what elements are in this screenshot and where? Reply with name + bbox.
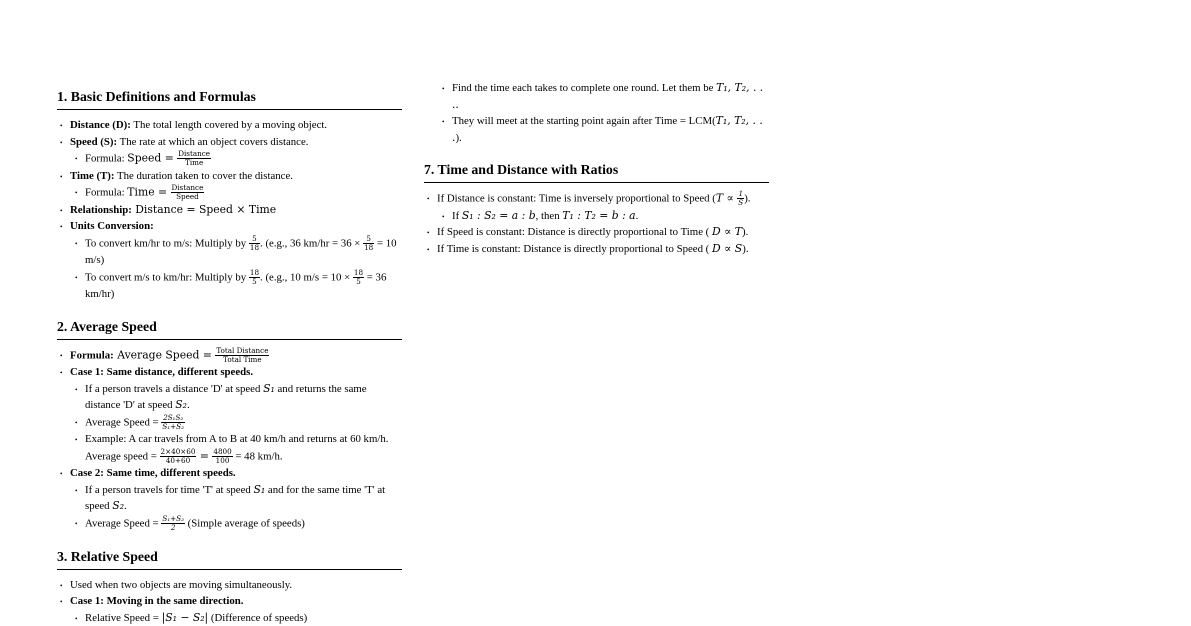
section-2-heading: 2. Average Speed xyxy=(57,318,402,340)
bullet-icon: • xyxy=(75,239,78,248)
item-text: ). xyxy=(742,242,749,255)
list-item xyxy=(72,414,402,432)
bullet-icon: • xyxy=(60,351,63,360)
bullet-icon: • xyxy=(75,273,78,282)
formula-text: Average Speed = xyxy=(85,416,162,429)
term-label: Formula: xyxy=(70,349,114,362)
fraction: $\frac{\text{Distance}}{\text{Speed}}$ xyxy=(171,183,204,202)
list-item xyxy=(72,515,402,533)
formula-lhs: Speed = xyxy=(127,151,178,165)
item-text: Used when two objects are moving simultaneously. xyxy=(70,578,293,591)
item-text: If Distance is constant: Time is inversely proportional to Speed ( xyxy=(437,192,716,205)
formula-label: Formula: xyxy=(85,186,128,199)
term-label: Relationship: xyxy=(70,203,132,216)
section-7-heading: 7. Time and Distance with Ratios xyxy=(424,161,769,183)
formula-text: Distance = Speed × Time xyxy=(131,202,277,216)
bullet-icon: • xyxy=(60,206,63,215)
item-text: . xyxy=(635,209,639,222)
list-item xyxy=(57,577,402,594)
list-item xyxy=(57,465,402,482)
conversion-text: = 36 km/hr) xyxy=(85,271,387,301)
fraction: $\frac{5}{18}$ xyxy=(364,233,374,252)
example-text: = xyxy=(196,449,213,463)
bullet-icon: • xyxy=(60,122,63,130)
case-text: . xyxy=(186,399,190,412)
list-item xyxy=(57,168,402,185)
right-column xyxy=(424,80,769,272)
math-var: S₁ xyxy=(253,482,266,496)
example-text: Example: A car travels from A to B at 40 km/h and returns at 60 km/h. Average speed = xyxy=(85,433,389,463)
math-var: S₂ xyxy=(175,398,187,412)
bullet-icon: • xyxy=(442,85,445,93)
case-label: Case 2: Same time, different speeds. xyxy=(70,467,236,480)
bullet-icon: • xyxy=(75,418,78,427)
term-label: Distance (D): xyxy=(70,119,131,131)
formula-text: (Difference of speeds) xyxy=(208,611,308,624)
list-item xyxy=(72,431,402,465)
bullet-icon: • xyxy=(75,614,78,623)
bullet-icon: • xyxy=(442,118,445,126)
list-item xyxy=(439,208,769,225)
list-item xyxy=(72,381,402,414)
section-basic-definitions xyxy=(57,88,402,303)
list-item xyxy=(57,202,402,219)
fraction: $\frac{2\times 40\times 60}{40+60}$ xyxy=(160,446,196,466)
conversion-text: To convert m/s to km/hr: Multiply by xyxy=(85,271,249,284)
list-item xyxy=(424,241,769,258)
list-item xyxy=(57,593,402,610)
left-column xyxy=(57,88,402,626)
list-item xyxy=(424,224,769,241)
section-6-continuation xyxy=(424,80,769,146)
bullet-icon: • xyxy=(60,581,63,590)
fraction: $\frac{4800}{100}$ xyxy=(213,446,232,466)
list-item xyxy=(72,482,402,515)
item-text: If Speed is constant: Distance is directly proportional to Time ( xyxy=(437,226,712,239)
bullet-icon: • xyxy=(427,229,430,238)
math-expression: T ∝ xyxy=(715,191,738,205)
list-item xyxy=(72,269,402,303)
item-text: They will meet at the starting point again after Time = LCM( xyxy=(452,115,716,127)
fraction: $\frac{5}{18}$ xyxy=(249,233,260,252)
term-label: Time (T): xyxy=(70,169,115,182)
bullet-icon: • xyxy=(442,212,445,221)
list-item xyxy=(57,218,402,235)
math-expression: T₁ : T₂ = b : a xyxy=(562,208,636,222)
bullet-icon: • xyxy=(75,189,78,198)
item-text: If xyxy=(452,209,462,222)
case-label: Case 1: Moving in the same direction. xyxy=(70,595,244,607)
case-label: Case 1: Same distance, different speeds. xyxy=(70,366,254,379)
fraction: $\frac{1}{S}$ xyxy=(738,189,744,208)
formula-lhs: Average Speed = xyxy=(113,348,216,362)
formula-text: Relative Speed = xyxy=(85,611,162,624)
term-label: Speed (S): xyxy=(70,135,118,148)
section-1-heading: 1. Basic Definitions and Formulas xyxy=(57,88,402,110)
list-item xyxy=(72,184,402,202)
math-expression: S₁ : S₂ = a : b xyxy=(461,208,536,222)
example-text: = 48 km/h. xyxy=(232,450,283,463)
bullet-icon: • xyxy=(75,436,78,445)
bullet-icon: • xyxy=(60,470,63,479)
fraction: $\frac{18}{5}$ xyxy=(353,267,364,286)
section-average-speed xyxy=(57,318,402,533)
conversion-text: . (e.g., 36 km/hr = 36 × xyxy=(260,236,364,249)
bullet-icon: • xyxy=(427,245,430,254)
item-text: Find the time each takes to complete one round. Let them be xyxy=(452,82,717,94)
bullet-icon: • xyxy=(75,385,78,394)
section-time-distance-ratios xyxy=(424,161,769,257)
formula-lhs: Time = xyxy=(127,185,171,199)
conversion-text: = 10 m/s) xyxy=(85,236,397,267)
formula-text: (Simple average of speeds) xyxy=(184,517,305,530)
list-item xyxy=(57,364,402,381)
list-item xyxy=(439,80,769,113)
item-text: ). xyxy=(455,131,462,144)
bullet-icon: • xyxy=(75,519,78,528)
conversion-text: . (e.g., 10 m/s = 10 × xyxy=(260,271,353,284)
term-text: The total length covered by a moving object. xyxy=(130,119,328,131)
section-relative-speed xyxy=(57,548,402,626)
formula-text: Average Speed = xyxy=(85,517,162,530)
bullet-icon: • xyxy=(60,223,63,232)
item-text: , then xyxy=(535,209,563,222)
section-3-heading: 3. Relative Speed xyxy=(57,548,402,570)
math-expression: T₁, T₂, . . . xyxy=(452,114,763,144)
fraction: $\frac{18}{5}$ xyxy=(249,267,260,286)
list-item xyxy=(72,610,402,626)
formula-label: Formula: xyxy=(85,152,128,165)
item-text: ). xyxy=(744,192,751,205)
term-text: The rate at which an object covers distance. xyxy=(117,135,309,148)
term-text: The duration taken to cover the distance. xyxy=(114,169,293,182)
math-expression: |S₁ − S₂| xyxy=(161,610,209,624)
bullet-icon: • xyxy=(75,155,78,163)
list-item xyxy=(72,235,402,269)
list-item xyxy=(439,113,769,146)
list-item xyxy=(57,347,402,365)
list-item xyxy=(72,150,402,168)
math-var: S₂ xyxy=(112,499,125,513)
bullet-icon: • xyxy=(60,138,63,147)
list-item xyxy=(57,117,402,134)
fraction: $\frac{\text{Total Distance}}{\text{Total Time}}$ xyxy=(216,345,269,365)
fraction: $\frac{\text{2S₁S₂}}{\text{S₁+S₂}}$ xyxy=(162,412,184,432)
case-text: and for the same time 'T' at speed xyxy=(85,483,386,513)
bullet-icon: • xyxy=(60,172,63,181)
fraction: $\frac{\text{Distance}}{\text{Time}}$ xyxy=(178,149,211,168)
case-text: If a person travels a distance 'D' at speed xyxy=(85,382,264,395)
bullet-icon: • xyxy=(60,369,63,378)
bullet-icon: • xyxy=(75,486,78,495)
math-var: S₁ xyxy=(263,381,275,395)
case-text: If a person travels for time 'T' at speed xyxy=(85,483,254,496)
item-text: If Time is constant: Distance is directly proportional to Speed ( xyxy=(437,242,712,255)
term-label: Units Conversion: xyxy=(70,220,154,233)
bullet-icon: • xyxy=(60,598,63,606)
math-expression: D ∝ T xyxy=(711,225,743,239)
conversion-text: To convert km/hr to m/s: Multiply by xyxy=(85,236,249,249)
case-text: and returns the same distance 'D' at speed xyxy=(85,382,367,412)
fraction: $\frac{\text{S₁+S₂}}{2}$ xyxy=(162,513,184,533)
math-expression: T₁, T₂, . . .. xyxy=(452,81,764,111)
list-item xyxy=(424,190,769,208)
item-text: ). xyxy=(742,226,749,239)
case-text: . xyxy=(124,500,127,513)
math-expression: D ∝ S xyxy=(711,241,743,255)
list-item xyxy=(57,134,402,151)
bullet-icon: • xyxy=(427,195,430,203)
